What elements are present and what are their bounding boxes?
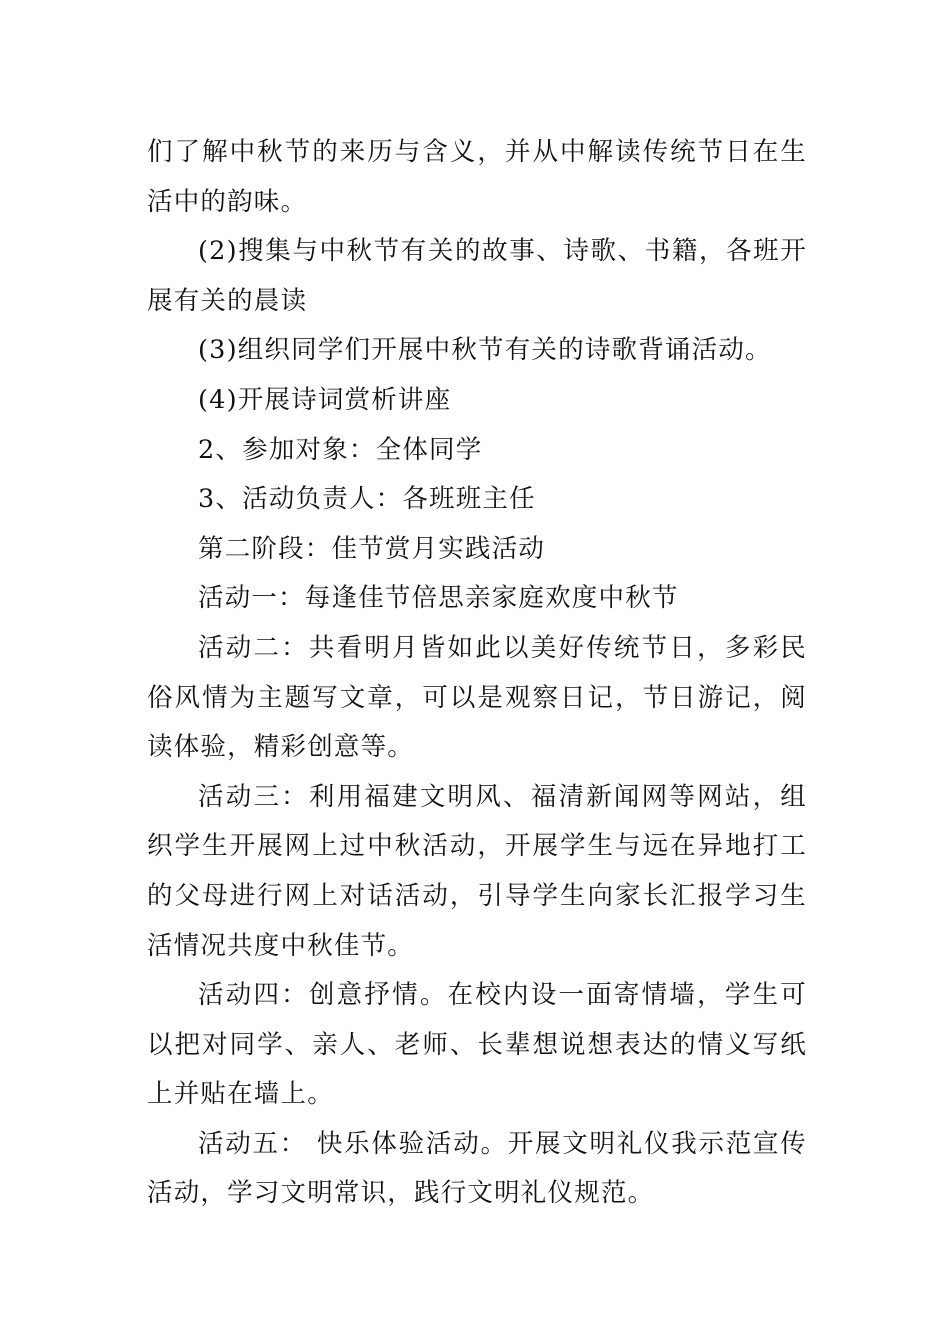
paragraph-9: 活动二：共看明月皆如此以美好传统节日，多彩民俗风情为主题写文章，可以是观察日记，节日游记，阅读体验，精彩创意等。 (147, 632, 807, 763)
paragraph-12: 活动五： 快乐体验活动。开展文明礼仪我示范宣传活动，学习文明常识，践行文明礼仪规范。 (147, 1128, 807, 1209)
paragraph-3: (3)组织同学们开展中秋节有关的诗歌背诵活动。 (198, 335, 772, 366)
paragraph-2: (2)搜集与中秋节有关的故事、诗歌、书籍，各班开展有关的晨读 (147, 236, 807, 316)
paragraph-7: 第二阶段：佳节赏月实践活动 (198, 533, 546, 564)
paragraph-11: 活动四：创意抒情。在校内设一面寄情墙，学生可以把对同学、亲人、老师、长辈想说想表达的情义写纸上并贴在墙上。 (147, 980, 807, 1110)
document-body (147, 128, 807, 1219)
paragraph-1: 们了解中秋节的来历与含义，并从中解读传统节日在生活中的韵味。 (147, 137, 807, 217)
paragraph-8: 活动一：每逢佳节倍思亲家庭欢度中秋节 (198, 583, 679, 614)
paragraph-5: 2、参加对象：全体同学 (198, 434, 483, 465)
paragraph-10: 活动三：利用福建文明风、福清新闻网等网站，组织学生开展网上过中秋活动，开展学生与远在异地打工的父母进行网上对话活动，引导学生向家长汇报学习生活情况共度中秋佳节。 (147, 781, 807, 961)
paragraph-6: 3、活动负责人：各班班主任 (198, 484, 536, 515)
paragraph-4: (4)开展诗词赏析讲座 (198, 384, 452, 415)
